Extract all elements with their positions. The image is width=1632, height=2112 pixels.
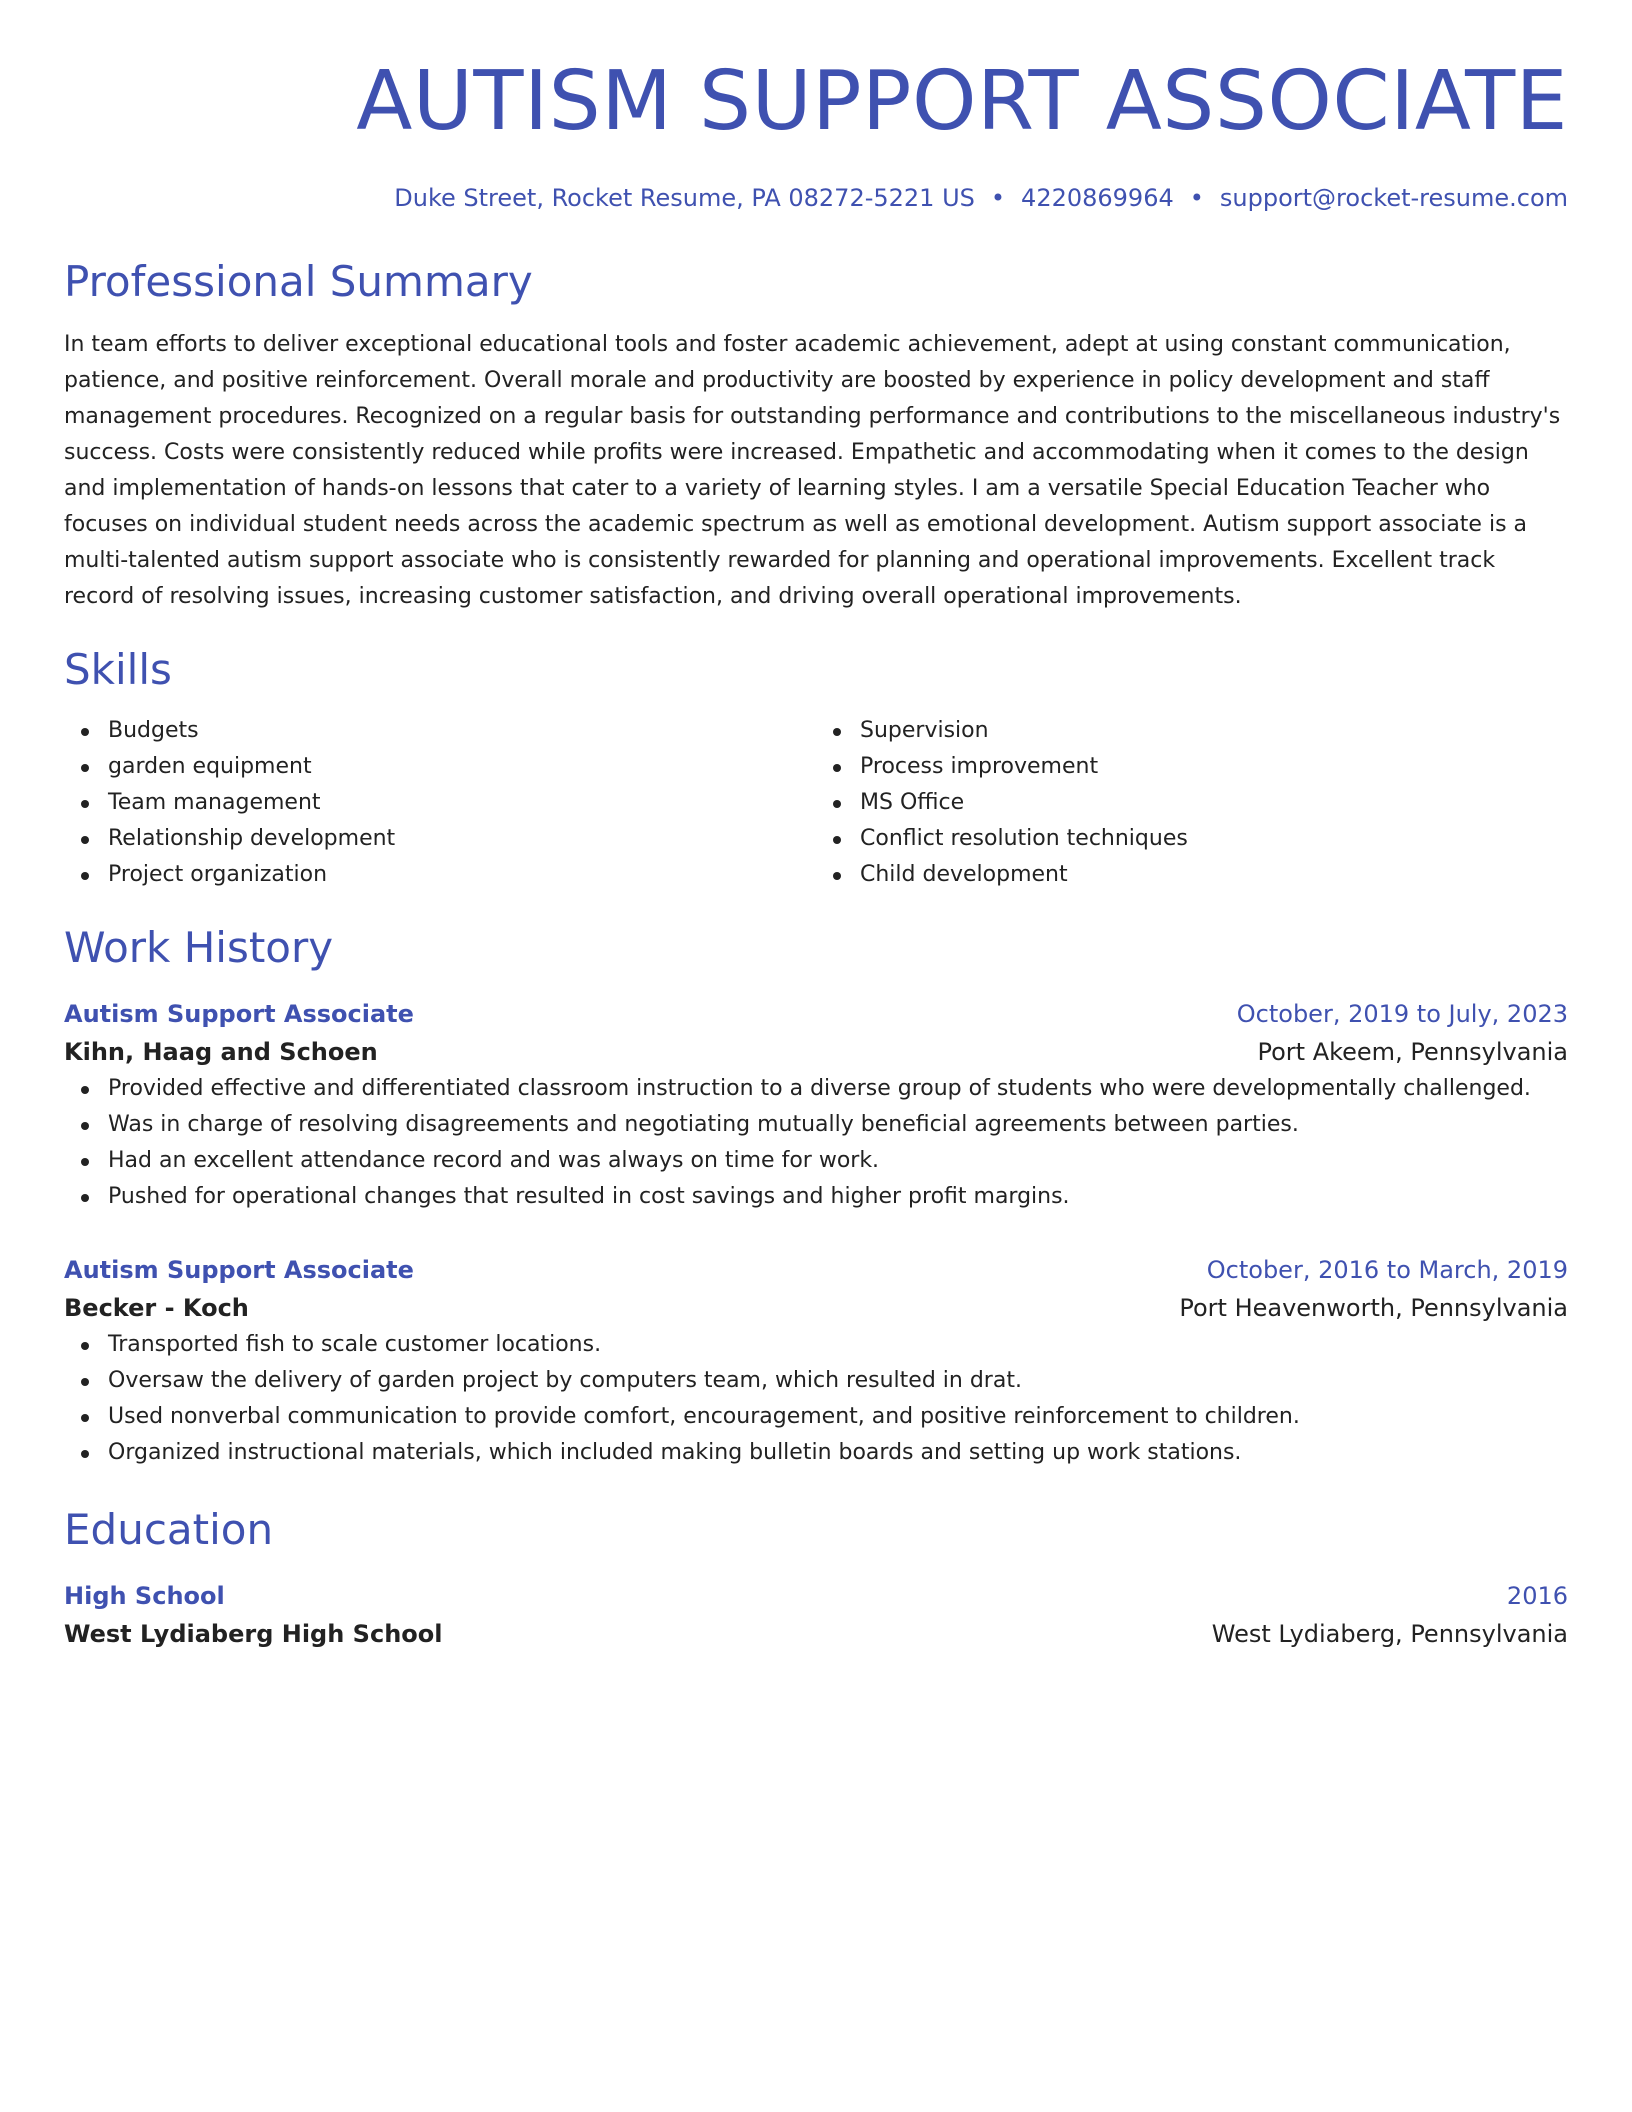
degree: High School (64, 1582, 225, 1610)
skills-section (64, 645, 1568, 893)
skills-list-right (816, 713, 1568, 893)
contact-separator: • (1189, 184, 1204, 212)
contact-line (64, 183, 1568, 213)
job-duty-item: Organized instructional materials, which included making bulletin boards and setting up work stations. (64, 1435, 1568, 1471)
skill-item: Team management (64, 785, 816, 821)
phone-number: 4220869964 (1021, 184, 1174, 212)
job-dates: October, 2016 to March, 2019 (1206, 1256, 1568, 1284)
skills-list-left (64, 713, 816, 893)
job-duties-list (64, 1071, 1568, 1215)
education-school-row (64, 1615, 1568, 1653)
skill-item: MS Office (816, 785, 1568, 821)
email-address: support@rocket-resume.com (1219, 184, 1568, 212)
job-title: Autism Support Associate (64, 1256, 414, 1284)
candidate-name: AUTISM SUPPORT ASSOCIATE (356, 54, 1568, 149)
job-duty-item: Provided effective and differentiated classroom instruction to a diverse group of students who were developmentally challenged. (64, 1071, 1568, 1107)
education-degree-row (64, 1577, 1568, 1615)
skill-item: Child development (816, 857, 1568, 893)
education-heading: Education (64, 1505, 274, 1554)
job-employer-row (64, 1289, 1568, 1327)
skills-heading: Skills (64, 645, 172, 694)
job-title: Autism Support Associate (64, 1000, 414, 1028)
work-history-section (64, 923, 1568, 1471)
education-entry (64, 1577, 1568, 1653)
job-title-row (64, 995, 1568, 1033)
skill-item: Supervision (816, 713, 1568, 749)
skill-item: Project organization (64, 857, 816, 893)
job-title-row (64, 1251, 1568, 1289)
job-duty-item: Had an excellent attendance record and was always on time for work. (64, 1143, 1568, 1179)
job-entry (64, 1251, 1568, 1471)
skill-item: Budgets (64, 713, 816, 749)
skills-column-right (816, 713, 1568, 893)
summary-heading: Professional Summary (64, 257, 533, 306)
employer-name: Becker - Koch (64, 1294, 249, 1322)
school-name: West Lydiaberg High School (64, 1620, 443, 1648)
job-entry (64, 995, 1568, 1215)
job-location: Port Akeem, Pennsylvania (1257, 1038, 1568, 1066)
school-location: West Lydiaberg, Pennsylvania (1211, 1620, 1568, 1648)
contact-separator: • (990, 184, 1006, 212)
job-dates: October, 2019 to July, 2023 (1236, 1000, 1568, 1028)
job-employer-row (64, 1033, 1568, 1071)
skill-item: Process improvement (816, 749, 1568, 785)
education-section (64, 1505, 1568, 1653)
skill-item: Relationship development (64, 821, 816, 857)
resume-header (64, 56, 1568, 213)
skills-column-left (64, 713, 816, 893)
job-duty-item: Was in charge of resolving disagreements and negotiating mutually beneficial agreements between parties. (64, 1107, 1568, 1143)
job-duty-item: Pushed for operational changes that resulted in cost savings and higher profit margins. (64, 1179, 1568, 1215)
summary-text: In team efforts to deliver exceptional educational tools and foster academic achievement, adept at using constant communication, patience, and positive reinforcement. Overall morale and productivity are boosted by experience in policy development and staff management procedures. Recognized on a regular basis for outstanding performance and contributions to the miscellaneous industry's success. Costs were consistently reduced while profits were increased. Empathetic and accommodating when it comes to the design and implementation of hands-on lessons that cater to a variety of learning styles. I am a versatile Special Education Teacher who focuses on individual student needs across the academic spectrum as well as emotional development. Autism support associate is a multi-talented autism support associate who is consistently rewarded for planning and operational improvements. Excellent track record of resolving issues, increasing customer satisfaction, and driving overall operational improvements. (64, 332, 1561, 609)
skill-item: garden equipment (64, 749, 816, 785)
job-location: Port Heavenworth, Pennsylvania (1179, 1294, 1568, 1322)
summary-section (64, 257, 1568, 615)
employer-name: Kihn, Haag and Schoen (64, 1038, 378, 1066)
job-duty-item: Oversaw the delivery of garden project by computers team, which resulted in drat. (64, 1363, 1568, 1399)
skills-grid (64, 713, 1568, 893)
skill-item: Conflict resolution techniques (816, 821, 1568, 857)
address: Duke Street, Rocket Resume, PA 08272-5221 US (394, 184, 975, 212)
job-duties-list (64, 1327, 1568, 1471)
job-duty-item: Transported fish to scale customer locations. (64, 1327, 1568, 1363)
work-history-heading: Work History (64, 923, 334, 972)
job-duty-item: Used nonverbal communication to provide comfort, encouragement, and positive reinforcement to children. (64, 1399, 1568, 1435)
graduation-year: 2016 (1506, 1582, 1568, 1610)
